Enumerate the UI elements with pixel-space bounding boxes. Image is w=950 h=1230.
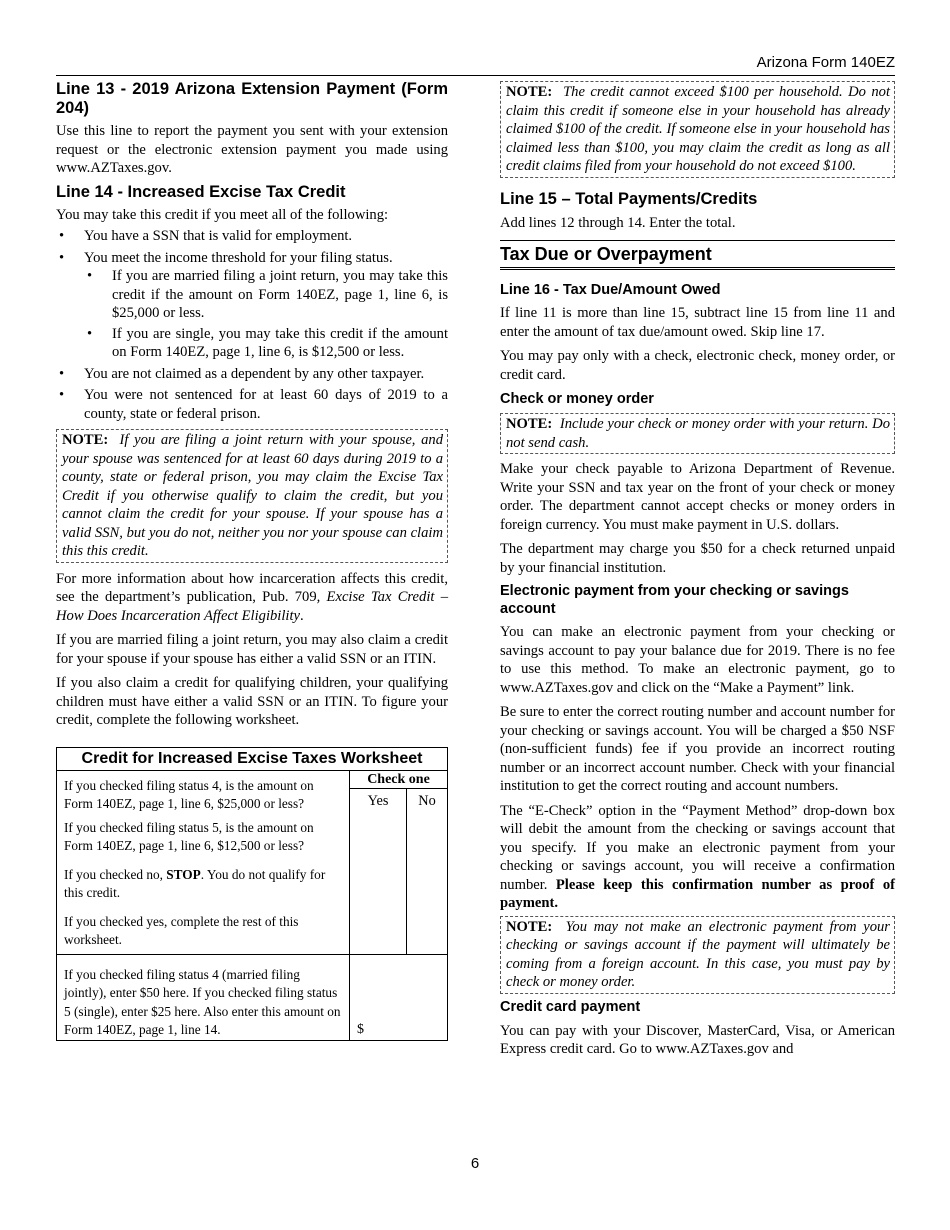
worksheet-q3 xyxy=(64,866,342,903)
electronic-payment-heading: Electronic payment from your checking or savings account xyxy=(500,583,849,617)
threshold-item: • If you are married filing a joint return, you may take this credit if the amount on Form 140EZ, page 1, line 6, is $25,000 or less. xyxy=(56,267,448,323)
income-threshold-list xyxy=(56,267,448,362)
check-para1: Make your check payable to Arizona Department of Revenue. Write your SSN and tax year on the front of your check or money order. The department cannot accept checks or money orders in foreign currency. You must make payment in U.S. dollars. xyxy=(500,461,895,533)
credit-card-heading: Credit card payment xyxy=(500,998,641,1015)
electronic-para1: You can make an electronic payment from your checking or savings account to pay your balance due for 2019. There is no fee to use this method. To make an electronic payment, go to www.AZTaxes.gov and click on the “Make a Payment” link. xyxy=(500,624,895,696)
publication-title: , Excise Tax Credit – How Does Incarceration Affect Eligibility xyxy=(56,589,448,624)
incarceration-paragraph xyxy=(56,570,448,626)
worksheet-questions xyxy=(57,771,350,955)
note-label: NOTE: xyxy=(506,416,553,432)
note-text: Include your check or money order with your return. Do not send cash. xyxy=(506,416,891,451)
note-label: NOTE: xyxy=(62,432,109,448)
credit-card-para: You can pay with your Discover, MasterCard, Visa, or American Express credit card. Go to www.AZTaxes.gov and xyxy=(500,1022,895,1057)
spouse-paragraph: If you are married filing a joint return, you may also claim a credit for your spouse if your spouse has either a valid SSN or an ITIN. xyxy=(56,632,448,667)
tax-due-section-header xyxy=(500,240,895,270)
line16-para1: If line 11 is more than line 15, subtract line 15 from line 11 and enter the amount of tax due/amount owed. Skip line 17. xyxy=(500,305,895,340)
form-name-header: Arizona Form 140EZ xyxy=(756,54,895,71)
eligibility-item: • You are not claimed as a dependent by any other taxpayer. xyxy=(56,365,448,384)
line14-intro: You may take this credit if you meet all of the following: xyxy=(56,206,389,223)
eligibility-list-continued xyxy=(56,365,448,424)
line14-heading: Line 14 - Increased Excise Tax Credit xyxy=(56,182,346,201)
note-text: If you are filing a joint return with your spouse, and your spouse was sentenced for at least 60 days during 2019 to a county, state or federal prison, you may claim the Excise Tax Credit if you otherwise qualify to claim the credit, but you cannot claim the credit for your spouse. If your spouse has a valid SSN, but you do not, neither you nor your spouse can claim this this credit. xyxy=(62,432,443,559)
worksheet-q2: If you checked filing status 5, is the amount on Form 140EZ, page 1, line 6, $12,500 or less? xyxy=(64,819,314,853)
line13-body: Use this line to report the payment you sent with your extension request or the electronic extension payment you made using www.AZTaxes.gov. xyxy=(56,123,448,176)
joint-return-note xyxy=(56,429,448,563)
yes-checkbox-column[interactable]: Yes xyxy=(350,788,407,954)
eligibility-item: • You were not sentenced for at least 60 days of 2019 to a county, state or federal prison. xyxy=(56,386,448,423)
line16-para2: You may pay only with a check, electronic check, money order, or credit card. xyxy=(500,348,895,383)
line13-heading: Line 13 - 2019 Arizona Extension Payment (Form 204) xyxy=(56,80,448,117)
confirmation-warning: Please keep this confirmation number as proof of payment. xyxy=(500,876,895,911)
incarceration-end: . xyxy=(300,607,304,624)
worksheet-final-instruction: If you checked filing status 4 (married filing jointly), enter $50 here. If you checked filing status 5 (single), enter $25 here. Also enter this amount on Form 140EZ, page 1, line 14. xyxy=(57,954,350,1040)
stop-text: STOP xyxy=(166,866,201,882)
note-text: The credit cannot exceed $100 per household. Do not claim this credit if someone else in your household has already claimed $100 of the credit. If someone else in your household has claimed less than $100, you may claim the credit as long as all credit claims filed from your household do not exceed $100. xyxy=(506,84,890,174)
eligibility-item: • You have a SSN that is valid for employment. xyxy=(56,227,448,246)
line15-body: Add lines 12 through 14. Enter the total. xyxy=(500,214,736,231)
echeck-text: The “E-Check” option in the “Payment Method” drop-down box will debit the amount from the checking or savings account that you specify. If you make an electronic payment from your checking or savings account, you will receive a confirmation number. xyxy=(500,802,895,893)
q3-text-end: . You do not qualify for this credit. xyxy=(64,866,326,900)
eligibility-item: • You meet the income threshold for your filing status. xyxy=(56,249,448,268)
children-paragraph: If you also claim a credit for qualifying children, your qualifying children must have either a valid SSN or an ITIN. To figure your credit, complete the following worksheet. xyxy=(56,675,448,728)
note-label: NOTE: xyxy=(506,84,553,100)
include-check-note xyxy=(500,413,895,454)
check-para2: The department may charge you $50 for a check returned unpaid by your financial institution. xyxy=(500,541,895,576)
no-checkbox-column[interactable]: No xyxy=(418,792,436,809)
worksheet-title: Credit for Increased Excise Taxes Worksheet xyxy=(57,748,447,771)
page-number: 6 xyxy=(470,1155,480,1172)
worksheet-table xyxy=(57,771,447,1040)
left-column xyxy=(56,78,448,1041)
note-text: You may not make an electronic payment from your checking or savings account if the payment will ultimately be coming from a foreign account. In this case, you must pay by check or money order. xyxy=(506,918,890,990)
q3-text: If you checked no, xyxy=(64,866,167,882)
eligibility-list xyxy=(56,227,448,267)
electronic-para2: Be sure to enter the correct routing number and account number for your checking or savings account. You will be charged a $50 NSF (non-sufficient funds) fee if you provide an incorrect routing number or an incorrect account number. Check with your financial institution to get the correct routing and account numbers. xyxy=(500,704,895,794)
check-money-order-heading: Check or money order xyxy=(500,391,654,407)
check-one-header: Check one xyxy=(350,771,448,789)
section-title: Tax Due or Overpayment xyxy=(500,244,712,264)
foreign-account-note xyxy=(500,916,895,994)
worksheet-q1: If you checked filing status 4, is the amount on Form 140EZ, page 1, line 6, $25,000 or less? xyxy=(64,777,314,811)
incarceration-text: For more information about how incarceration affects this credit, see the department’s publication, Pub. 709 xyxy=(56,570,448,605)
header-rule xyxy=(56,75,895,76)
line15-heading: Line 15 – Total Payments/Credits xyxy=(500,189,758,208)
worksheet-q4: If you checked yes, complete the rest of this worksheet. xyxy=(64,913,299,947)
threshold-item: • If you are single, you may take this credit if the amount on Form 140EZ, page 1, line 6, is $12,500 or less. xyxy=(56,325,448,362)
excise-credit-worksheet xyxy=(56,747,448,1041)
line16-heading: Line 16 - Tax Due/Amount Owed xyxy=(500,282,721,298)
note-label: NOTE: xyxy=(506,918,553,935)
right-column xyxy=(500,78,895,1059)
household-limit-note xyxy=(500,81,895,178)
electronic-para3 xyxy=(500,802,895,913)
credit-amount-field[interactable]: $ xyxy=(350,954,448,1040)
